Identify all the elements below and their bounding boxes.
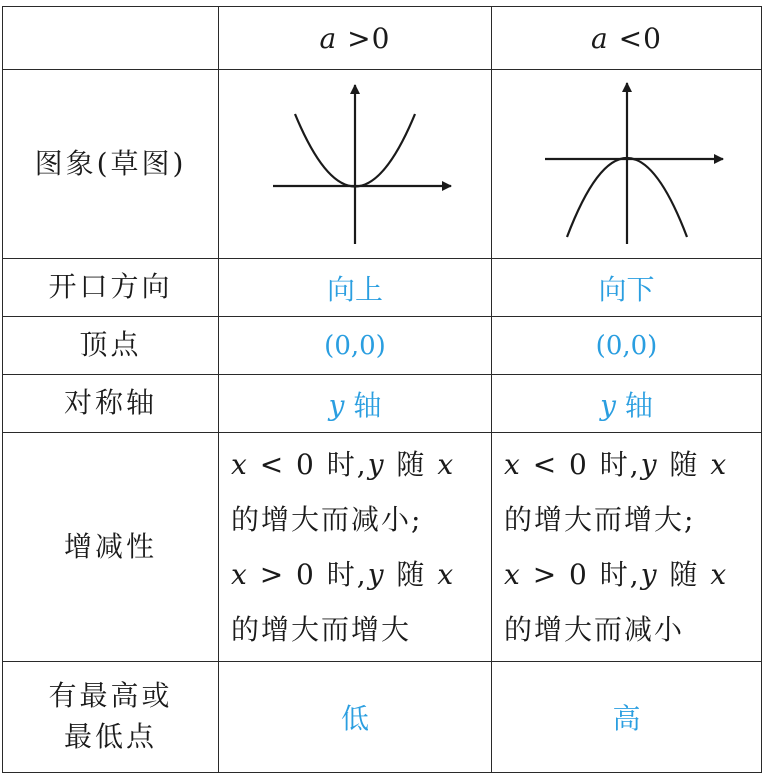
- header-a-negative: [492, 7, 762, 70]
- downward-parabola-icon: [527, 79, 727, 249]
- mono-neg-line-4: 的增大而减小: [504, 613, 685, 646]
- mono-pos-l1-var: x: [231, 448, 249, 481]
- mono-neg-l1-a: < 0 时,: [521, 448, 641, 481]
- mono-pos-l1-var3: x: [437, 448, 456, 481]
- axis-negative-text: 轴: [615, 388, 653, 422]
- axis-positive-var: y: [328, 388, 345, 422]
- graph-row: [3, 70, 762, 259]
- mono-neg-l3-var: x: [504, 558, 522, 591]
- mono-pos-line-3: [231, 547, 491, 602]
- vertex-row-label: 顶点: [3, 317, 219, 375]
- extreme-positive-answer: 低: [219, 662, 492, 773]
- monotonicity-negative-text: [492, 433, 762, 662]
- header-a-positive: [219, 7, 492, 70]
- mono-pos-l3-b: 随: [385, 558, 438, 591]
- header-a-negative-rel: <0: [608, 21, 662, 55]
- graph-row-label: 图象(草图): [3, 70, 219, 259]
- mono-pos-l1-b: 随: [385, 448, 438, 481]
- mono-neg-line-1: [504, 437, 761, 492]
- extreme-row: [3, 662, 762, 773]
- extreme-label-line-2: 最低点: [63, 720, 157, 753]
- mono-neg-l1-var2: y: [640, 448, 659, 481]
- opening-negative-answer: 向下: [492, 259, 762, 317]
- graph-negative-cell: [492, 70, 762, 259]
- mono-neg-line-3: [504, 547, 761, 602]
- mono-pos-l1-var2: y: [367, 448, 386, 481]
- mono-pos-line-2: 的增大而减小;: [231, 503, 423, 536]
- header-a-positive-var: a: [319, 21, 338, 55]
- mono-neg-l1-b: 随: [658, 448, 711, 481]
- extreme-label-line-1: 有最高或: [48, 679, 173, 713]
- opening-row-label: 开口方向: [3, 259, 219, 317]
- upward-parabola-icon: [255, 79, 455, 249]
- monotonicity-row: [3, 433, 762, 662]
- axis-positive-text: 轴: [344, 388, 382, 422]
- vertex-negative-answer: (0,0): [492, 317, 762, 375]
- graph-positive-cell: [219, 70, 492, 259]
- axis-negative-answer: [492, 375, 762, 433]
- header-a-positive-rel: >0: [337, 21, 391, 55]
- mono-neg-l3-var3: x: [710, 558, 729, 591]
- mono-neg-l1-var: x: [504, 448, 522, 481]
- mono-pos-l3-var3: x: [437, 558, 456, 591]
- mono-pos-l3-var: x: [231, 558, 249, 591]
- axis-row: [3, 375, 762, 433]
- header-corner-cell: [3, 7, 219, 70]
- mono-neg-l1-var3: x: [710, 448, 729, 481]
- monotonicity-positive-text: [219, 433, 492, 662]
- mono-neg-l3-var2: y: [640, 558, 659, 591]
- mono-neg-l3-b: 随: [658, 558, 711, 591]
- opening-positive-answer: 向上: [219, 259, 492, 317]
- header-a-negative-var: a: [591, 21, 609, 55]
- opening-row: [3, 259, 762, 317]
- vertex-positive-answer: (0,0): [219, 317, 492, 375]
- mono-pos-line-4: 的增大而增大: [231, 613, 412, 646]
- vertex-row: [3, 317, 762, 375]
- header-row: [3, 7, 762, 70]
- mono-pos-l3-var2: y: [367, 558, 386, 591]
- axis-positive-answer: [219, 375, 492, 433]
- extreme-negative-answer: 高: [492, 662, 762, 773]
- mono-neg-l3-a: > 0 时,: [521, 558, 641, 591]
- parabola-properties-table: [2, 6, 762, 773]
- monotonicity-row-label: 增减性: [3, 433, 219, 662]
- axis-negative-var: y: [600, 388, 616, 422]
- extreme-row-label: [3, 662, 219, 773]
- mono-pos-l3-a: > 0 时,: [248, 558, 368, 591]
- mono-pos-line-1: [231, 437, 491, 492]
- axis-row-label: 对称轴: [3, 375, 219, 433]
- mono-neg-line-2: 的增大而增大;: [504, 503, 696, 536]
- mono-pos-l1-a: < 0 时,: [248, 448, 368, 481]
